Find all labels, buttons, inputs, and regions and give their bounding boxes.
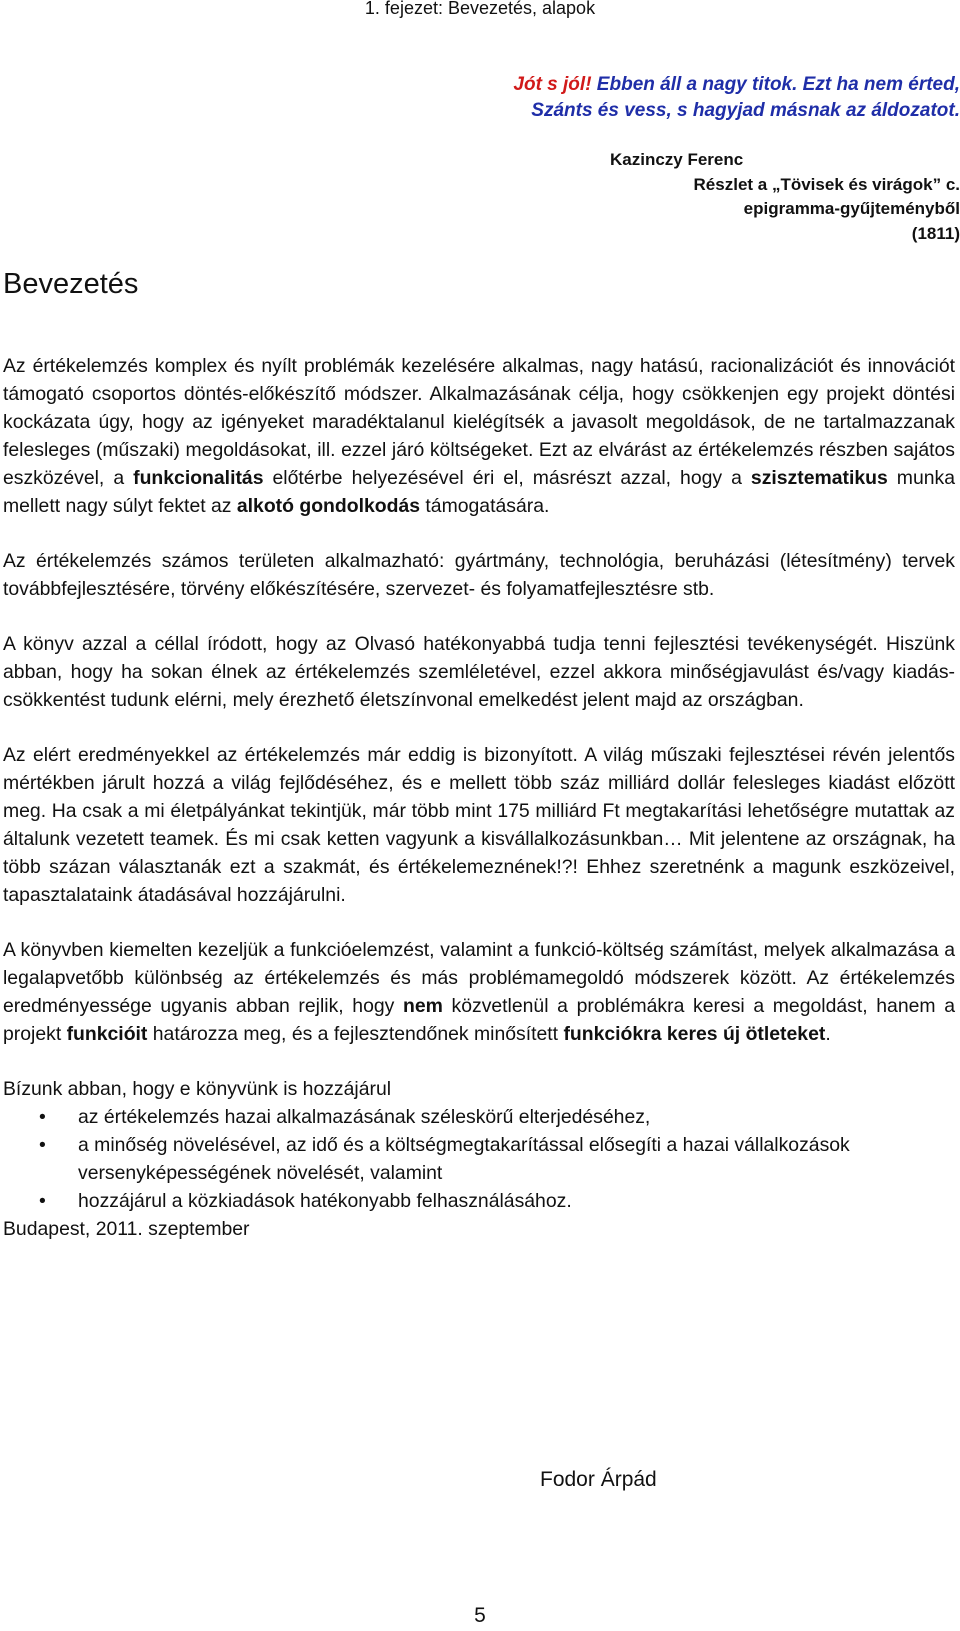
- body-text: [3, 352, 955, 1243]
- paragraph-4: Az elért eredményekkel az értékelemzés már eddig is bizonyított. A világ műszaki fejlesztései révén jelentős mértékben járult hozzá a világ fejlődéséhez, és e mellett több száz milliárd dollár felesleges kiadást előzött meg. Ha csak a mi életpályánkat tekintjük, már több mint 175 milliárd Ft megtakarítási lehetőségre mutattak az általunk vezetett teamek. És mi csak ketten vagyunk a kisvállalkozásunkban… Mit jelentene az országnak, ha több százan választanák ezt a szakmát, és értékelemeznének!?! Ehhez szeretnénk a magunk eszközeivel, tapasztalataink átadásával hozzájárulni.: [3, 744, 955, 906]
- attribution-year: (1811): [911, 223, 960, 243]
- attribution-author: Kazinczy Ferenc: [610, 150, 744, 169]
- paragraph-3: A könyv azzal a céllal íródott, hogy az Olvasó hatékonyabbá tudja tenni fejlesztési tevékenységét. Hiszünk abban, hogy ha sokan élnek az értékelemzés szemléletével, ezzel akkora minőségjavulást és/vagy kiadás-csökkentést tudunk elérni, mely érezhető életszínvonal emelkedést jelent majd az országban.: [3, 633, 955, 711]
- list-item: [3, 1131, 955, 1187]
- author-signature: Fodor Árpád: [540, 1468, 657, 1491]
- list-item: [3, 1103, 955, 1131]
- paragraph-2: Az értékelemzés számos területen alkalmazható: gyártmány, technológia, beruházási (létesítmény) tervek továbbfejlesztésére, törvény előkészítésére, szervezet- és folyamatfejlesztésre stb.: [3, 550, 955, 600]
- motto-attribution: [460, 148, 960, 246]
- page-number: 5: [474, 1604, 486, 1627]
- text-run: A könyvben kiemelten kezeljük a funkcióelemzést, valamint a funkció-költség számítást, melyek alkalmazása a legalapvetőbb különbség az értékelemzés és más problémamegoldó módszerek között. Az értékelemzés eredményessége ugyanis abban rejlik, hogy: [3, 939, 955, 1017]
- contribution-list-block: [3, 1075, 955, 1215]
- motto: [340, 72, 960, 124]
- bold-term: nem: [403, 995, 443, 1017]
- motto-line-1-rest: Ebben áll a nagy titok. Ezt ha nem érted,: [591, 74, 960, 95]
- text-run: Az értékelemzés komplex és nyílt problémák kezelésére alkalmas, nagy hatású, racionalizációt és innovációt támogató csoportos döntés-előkészítő módszer. Alkalmazásának célja, hogy csökkenjen egy projekt döntési kockázata úgy, hogy az igényeket maradéktalanul kielégítsék a javasolt megoldások, de ne tartalmazzanak felesleges (műszaki) megoldásokat, ill. ezzel járó költségeket. Ezt az elvárást az értékelemzés részben sajátos eszközével, a: [3, 355, 955, 489]
- bold-term: szisztematikus: [750, 467, 888, 489]
- list-item-text: a minőség növelésével, az idő és a költségmegtakarítással elősegíti a hazai vállalkozások versenyképességének növelését, valamint: [78, 1134, 850, 1184]
- place-date: Budapest, 2011. szeptember: [3, 1218, 250, 1240]
- list-item-text: hozzájárul a közkiadások hatékonyabb felhasználásához.: [78, 1190, 572, 1212]
- text-run: munka mellett nagy súlyt fektet az: [3, 467, 955, 517]
- motto-line-1: [340, 72, 960, 98]
- paragraph-1: [3, 352, 955, 520]
- text-run: határozza meg, és a fejlesztendőnek minősített: [147, 1023, 564, 1045]
- motto-highlight: Jót s jól!: [513, 74, 592, 95]
- list-item-text: az értékelemzés hazai alkalmazásának széleskörű elterjedéséhez,: [78, 1106, 651, 1128]
- text-run: előtérbe helyezésével éri el, másrészt azzal, hogy a: [263, 467, 751, 489]
- section-title: Bevezetés: [3, 268, 139, 300]
- motto-line-2: Szánts és vess, s hagyjad másnak az áldozatot.: [531, 100, 960, 121]
- bullet-icon: •: [39, 1134, 46, 1156]
- bold-term: funkcióit: [66, 1023, 148, 1045]
- paragraph-5: [3, 936, 955, 1048]
- text-run: közvetlenül a problémákra keresi a megoldást, hanem a projekt: [3, 995, 955, 1045]
- text-run: .: [825, 1023, 831, 1045]
- bold-term: alkotó gondolkodás: [236, 495, 421, 517]
- text-run: támogatására.: [420, 495, 550, 517]
- bullet-icon: •: [39, 1190, 46, 1212]
- bullet-list: [3, 1103, 955, 1215]
- bold-term: funkciókra keres új ötleteket: [563, 1023, 826, 1045]
- bold-term: funkcionalitás: [133, 467, 264, 489]
- attribution-source: Részlet a „Tövisek és virágok” c.: [693, 174, 960, 194]
- running-header: 1. fejezet: Bevezetés, alapok: [364, 0, 596, 18]
- bullet-icon: •: [39, 1106, 46, 1128]
- list-item: [3, 1187, 955, 1215]
- list-intro: Bízunk abban, hogy e könyvünk is hozzájárul: [3, 1078, 392, 1100]
- attribution-collection: epigramma-gyűjteményből: [743, 199, 960, 218]
